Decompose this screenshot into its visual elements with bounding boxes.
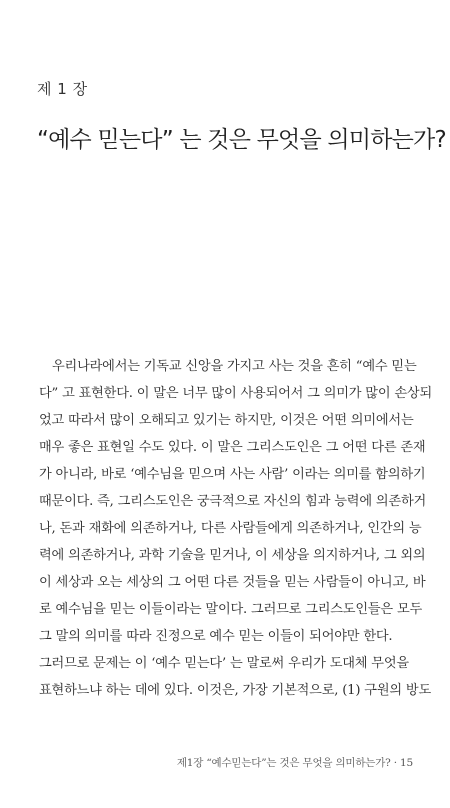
body-line: 가 아니라, 바로 ‘예수님을 믿으며 사는 사람’ 이라는 의미를 함의하기 (39, 467, 426, 482)
chapter-title: “예수 믿는다” 는 것은 무엇을 의미하는가? (37, 127, 446, 153)
running-footer: 제1장 “예수믿는다”는 것은 무엇을 의미하는가? · 15 (176, 757, 413, 769)
chapter-label: 제 1 장 (37, 80, 88, 98)
body-line: 력에 의존하거나, 과학 기술을 믿거나, 이 세상을 의지하거나, 그 외의 (39, 548, 426, 563)
body-line: 때문이다. 즉, 그리스도인은 궁극적으로 자신의 힘과 능력에 의존하거 (39, 494, 427, 509)
body-text (39, 353, 432, 704)
body-line: 그 말의 의미를 따라 진정으로 예수 믿는 이들이 되어야만 한다. (39, 629, 393, 644)
body-line: 이 세상과 오는 세상의 그 어떤 다른 것들을 믿는 사람들이 아니고, 바 (39, 575, 426, 590)
body-line: 나, 돈과 재화에 의존하거나, 다른 사람들에게 의존하거나, 인간의 능 (39, 521, 422, 536)
body-line: 로 예수님을 믿는 이들이라는 말이다. 그러므로 그리스도인들은 모두 (39, 602, 423, 617)
body-line: 매우 좋은 표현일 수도 있다. 이 말은 그리스도인은 그 어떤 다른 존재 (39, 440, 426, 455)
body-line: 표현하느냐 하는 데에 있다. 이것은, 가장 기본적으로, (1) 구원의 방도 (39, 683, 431, 698)
body-line: 다” 고 표현한다. 이 말은 너무 많이 사용되어서 그 의미가 많이 손상되 (39, 386, 432, 401)
body-line: 우리나라에서는 기독교 신앙을 가지고 사는 것을 흔히 “예수 믿는 (52, 359, 417, 374)
body-line: 었고 따라서 많이 오해되고 있기는 하지만, 이것은 어떤 의미에서는 (39, 413, 414, 428)
body-line: 그러므로 문제는 이 ‘예수 믿는다’ 는 말로써 우리가 도대체 무엇을 (39, 656, 409, 671)
